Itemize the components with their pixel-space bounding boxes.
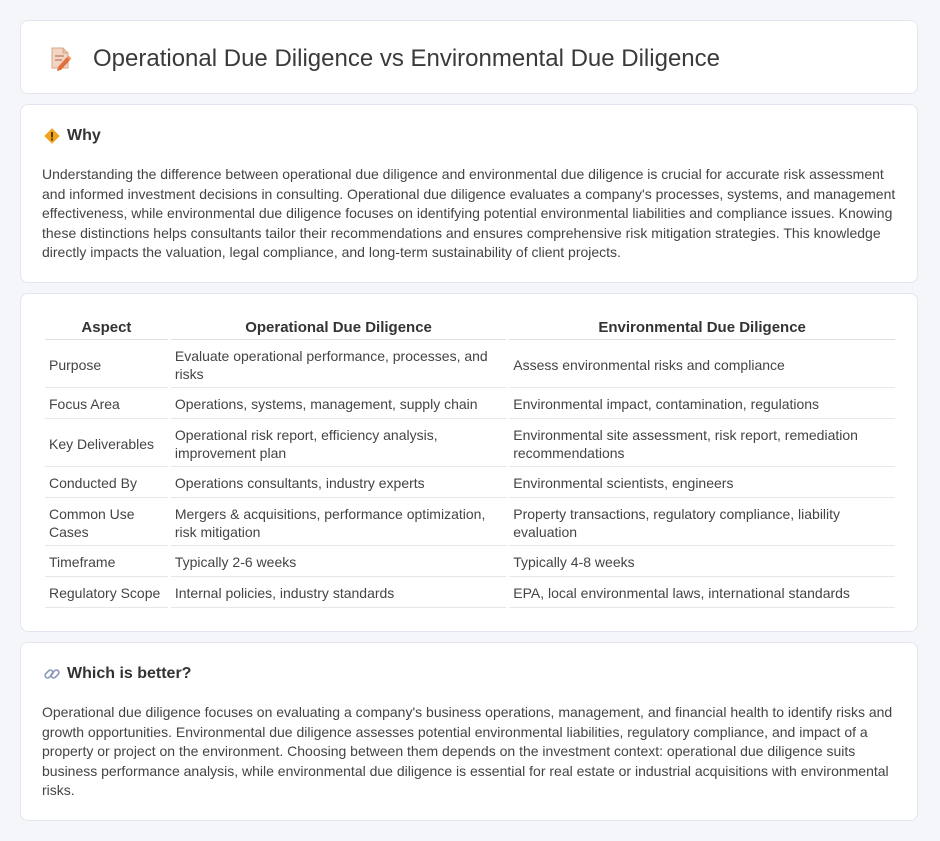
environmental-cell: Assess environmental risks and compliance [509, 342, 895, 388]
why-heading: Why [67, 127, 101, 144]
better-heading-row [43, 665, 191, 683]
table-row [45, 421, 895, 467]
comparison-table [42, 314, 898, 610]
table-header-row [45, 316, 895, 340]
aspect-cell: Conducted By [45, 469, 168, 498]
operational-cell: Mergers & acquisitions, performance optimization, risk mitigation [171, 500, 506, 546]
document-pen-icon [47, 45, 73, 71]
why-section [20, 104, 918, 283]
better-paragraph: Operational due diligence focuses on evaluating a company's business operations, management, and financial health to identify risks and growth opportunities. Environmental due diligence assesses potential environmental liabilities, regulatory compliance, and impact of a property or project on the environment. Choosing between them depends on the investment context: operational due diligence suits business performance analysis, while environmental due diligence is essential for real estate or industrial acquisitions with environmental risks. [42, 704, 893, 799]
table-row [45, 390, 895, 419]
environmental-cell: Environmental impact, contamination, regulations [509, 390, 895, 419]
header-operational: Operational Due Diligence [171, 316, 506, 340]
operational-cell: Typically 2-6 weeks [171, 548, 506, 577]
which-better-section [20, 642, 918, 821]
title-card [20, 20, 918, 94]
table-row [45, 579, 895, 608]
environmental-cell: Environmental site assessment, risk report, remediation recommendations [509, 421, 895, 467]
aspect-cell: Purpose [45, 342, 168, 388]
environmental-cell: Typically 4-8 weeks [509, 548, 895, 577]
why-paragraph: Understanding the difference between operational due diligence and environmental due diligence is crucial for accurate risk assessment and informed investment decisions in consulting. Operational due diligence evaluates a company's processes, systems, and management effectiveness, while environmental due diligence focuses on identifying potential environmental liabilities and compliance issues. Knowing these distinctions helps consultants tailor their recommendations and ensures comprehensive risk mitigation strategies. This knowledge directly impacts the valuation, legal compliance, and long-term sustainability of client projects. [42, 166, 896, 261]
operational-cell: Operations consultants, industry experts [171, 469, 506, 498]
aspect-cell: Regulatory Scope [45, 579, 168, 608]
better-heading: Which is better? [67, 665, 192, 682]
header-environmental: Environmental Due Diligence [509, 316, 895, 340]
environmental-cell: Environmental scientists, engineers [509, 469, 895, 498]
why-heading-row [43, 127, 101, 145]
operational-cell: Internal policies, industry standards [171, 579, 506, 608]
comparison-card [20, 293, 918, 632]
aspect-cell: Timeframe [45, 548, 168, 577]
operational-cell: Operational risk report, efficiency analysis, improvement plan [171, 421, 506, 467]
operational-cell: Operations, systems, management, supply chain [171, 390, 506, 419]
table-row [45, 500, 895, 546]
page-title: Operational Due Diligence vs Environmental Due Diligence [93, 45, 720, 72]
table-row [45, 548, 895, 577]
environmental-cell: Property transactions, regulatory compliance, liability evaluation [509, 500, 895, 546]
table-row [45, 469, 895, 498]
environmental-cell: EPA, local environmental laws, international standards [509, 579, 895, 608]
aspect-cell: Key Deliverables [45, 421, 168, 467]
aspect-cell: Common Use Cases [45, 500, 168, 546]
header-aspect: Aspect [45, 316, 168, 340]
table-row [45, 342, 895, 388]
diamond-warning-icon [43, 127, 61, 145]
operational-cell: Evaluate operational performance, processes, and risks [171, 342, 506, 388]
link-icon [43, 665, 61, 683]
aspect-cell: Focus Area [45, 390, 168, 419]
